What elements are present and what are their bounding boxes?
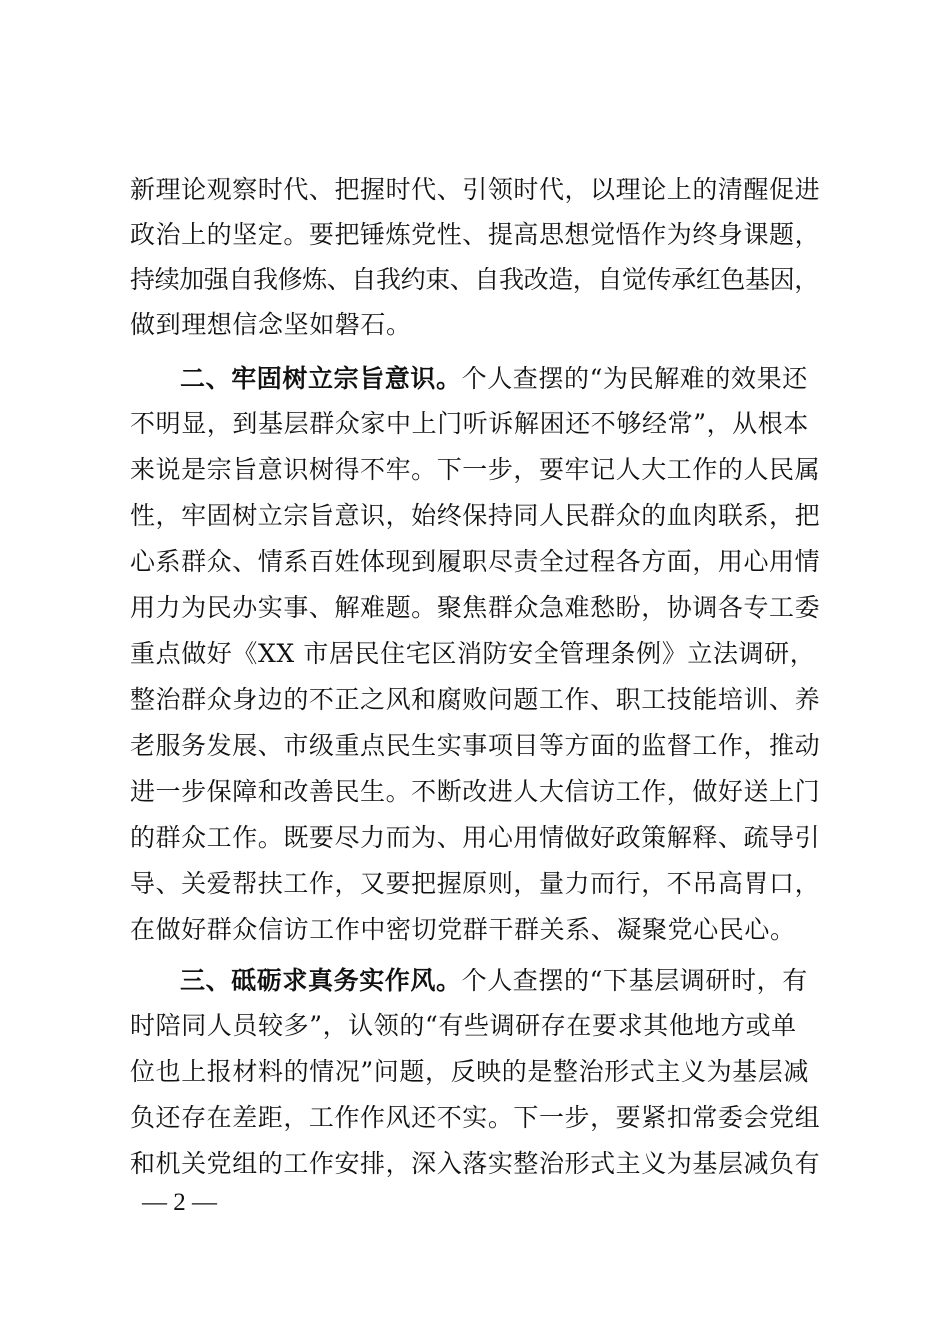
body-line-2: 政治上的坚定。要把锤炼党性、提高思想觉悟作为终身课题，	[130, 220, 821, 249]
page-number: — 2 —	[142, 1189, 217, 1216]
body-line-12: 整治群众身边的不正之风和腐败问题工作、职工技能培训、养	[130, 685, 821, 714]
body-line-13: 老服务发展、市级重点民生实事项目等方面的监督工作，推动	[130, 731, 821, 760]
body-line-14: 进一步保障和改善民生。不断改进人大信访工作，做好送上门	[130, 777, 821, 806]
body-line-11: 重点做好《XX 市居民住宅区消防安全管理条例》立法调研，	[130, 639, 816, 668]
body-line-9: 心系群众、情系百姓体现到履职尽责全过程各方面，用心用情	[130, 547, 821, 576]
body-line-17: 在做好群众信访工作中密切党群干群关系、凝聚党心民心。	[130, 915, 796, 944]
body-line-20: 位也上报材料的情况”问题，反映的是整治形式主义为基层减	[130, 1057, 809, 1086]
body-line-21: 负还存在差距，工作作风还不实。下一步，要紧扣常委会党组	[130, 1103, 821, 1132]
body-line-22: 和机关党组的工作安排，深入落实整治形式主义为基层减负有	[130, 1149, 821, 1178]
body-line-19: 时陪同人员较多”，认领的“有些调研存在要求其他地方或单	[130, 1011, 797, 1040]
body-line-4: 做到理想信念坚如磐石。	[130, 310, 412, 339]
body-line-1: 新理论观察时代、把握时代、引领时代，以理论上的清醒促进	[130, 175, 821, 204]
body-line-3: 持续加强自我修炼、自我约束、自我改造，自觉传承红色基因，	[130, 265, 819, 294]
body-line-6: 不明显，到基层群众家中上门听诉解困还不够经常”，从根本	[130, 409, 809, 438]
body-line-15: 的群众工作。既要尽力而为、用心用情做好政策解释、疏导引	[130, 823, 821, 852]
section-three-first-line: 三、砥砺求真务实作风。个人查摆的“下基层调研时，有	[180, 966, 808, 995]
section-heading-2: 二、牢固树立宗旨意识。	[180, 364, 462, 393]
body-line-10: 用力为民办实事、解难题。聚焦群众急难愁盼，协调各专工委	[130, 593, 821, 622]
body-line-16: 导、关爱帮扶工作，又要把握原则，量力而行，不吊高胃口，	[130, 869, 821, 898]
body-line-7: 来说是宗旨意识树得不牢。下一步，要牢记人大工作的人民属	[130, 455, 821, 484]
body-line-8: 性，牢固树立宗旨意识，始终保持同人民群众的血肉联系，把	[130, 501, 821, 530]
section-two-first-line: 二、牢固树立宗旨意识。个人查摆的“为民解难的效果还	[180, 364, 808, 393]
section-heading-3: 三、砥砺求真务实作风。	[180, 966, 462, 995]
